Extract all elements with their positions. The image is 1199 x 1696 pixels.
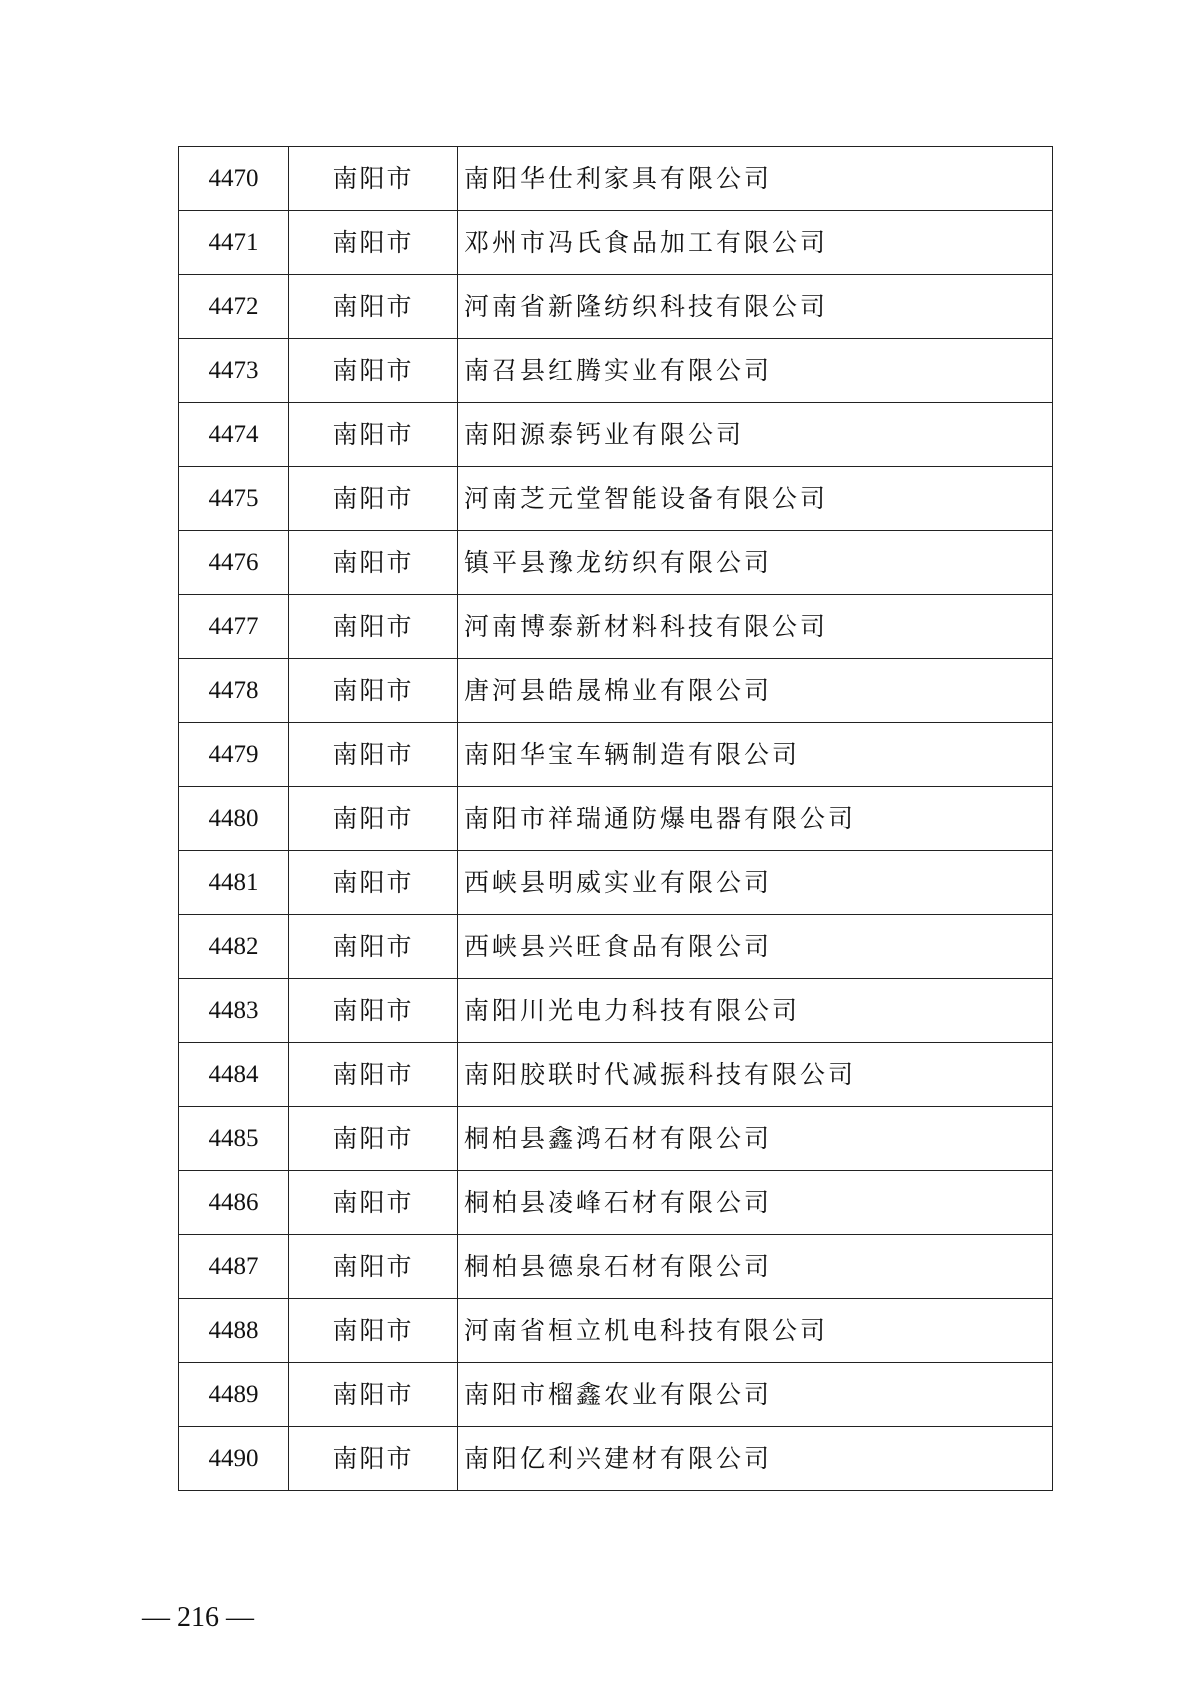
- city-cell: 南阳市: [289, 979, 458, 1043]
- company-list-table: [178, 146, 1053, 1491]
- company-name-cell: 西峡县明威实业有限公司: [458, 851, 1053, 915]
- company-name-cell: 桐柏县鑫鸿石材有限公司: [458, 1107, 1053, 1171]
- table-row: [179, 659, 1053, 723]
- city-cell: 南阳市: [289, 595, 458, 659]
- company-name-cell: 南阳市榴鑫农业有限公司: [458, 1363, 1053, 1427]
- table-row: [179, 1107, 1053, 1171]
- company-name-cell: 河南省桓立机电科技有限公司: [458, 1299, 1053, 1363]
- table-row: [179, 723, 1053, 787]
- company-name-cell: 南阳川光电力科技有限公司: [458, 979, 1053, 1043]
- city-cell: 南阳市: [289, 467, 458, 531]
- table-row: [179, 275, 1053, 339]
- row-number-cell: 4471: [179, 211, 289, 275]
- city-cell: 南阳市: [289, 147, 458, 211]
- city-cell: 南阳市: [289, 1363, 458, 1427]
- city-cell: 南阳市: [289, 915, 458, 979]
- city-cell: 南阳市: [289, 723, 458, 787]
- row-number-cell: 4475: [179, 467, 289, 531]
- company-name-cell: 镇平县豫龙纺织有限公司: [458, 531, 1053, 595]
- city-cell: 南阳市: [289, 1299, 458, 1363]
- city-cell: 南阳市: [289, 1043, 458, 1107]
- company-name-cell: 西峡县兴旺食品有限公司: [458, 915, 1053, 979]
- table-row: [179, 211, 1053, 275]
- company-name-cell: 邓州市冯氏食品加工有限公司: [458, 211, 1053, 275]
- company-name-cell: 南阳亿利兴建材有限公司: [458, 1427, 1053, 1491]
- city-cell: 南阳市: [289, 1171, 458, 1235]
- city-cell: 南阳市: [289, 659, 458, 723]
- table-row: [179, 531, 1053, 595]
- row-number-cell: 4470: [179, 147, 289, 211]
- company-name-cell: 南阳华宝车辆制造有限公司: [458, 723, 1053, 787]
- row-number-cell: 4472: [179, 275, 289, 339]
- company-name-cell: 南阳市祥瑞通防爆电器有限公司: [458, 787, 1053, 851]
- company-name-cell: 河南芝元堂智能设备有限公司: [458, 467, 1053, 531]
- row-number-cell: 4487: [179, 1235, 289, 1299]
- table-row: [179, 403, 1053, 467]
- city-cell: 南阳市: [289, 1427, 458, 1491]
- company-name-cell: 南阳胶联时代减振科技有限公司: [458, 1043, 1053, 1107]
- row-number-cell: 4479: [179, 723, 289, 787]
- company-name-cell: 南召县红腾实业有限公司: [458, 339, 1053, 403]
- table-row: [179, 915, 1053, 979]
- row-number-cell: 4483: [179, 979, 289, 1043]
- row-number-cell: 4481: [179, 851, 289, 915]
- row-number-cell: 4489: [179, 1363, 289, 1427]
- company-name-cell: 桐柏县凌峰石材有限公司: [458, 1171, 1053, 1235]
- city-cell: 南阳市: [289, 1235, 458, 1299]
- row-number-cell: 4484: [179, 1043, 289, 1107]
- row-number-cell: 4473: [179, 339, 289, 403]
- city-cell: 南阳市: [289, 787, 458, 851]
- table-row: [179, 147, 1053, 211]
- row-number-cell: 4486: [179, 1171, 289, 1235]
- table-row: [179, 1043, 1053, 1107]
- row-number-cell: 4488: [179, 1299, 289, 1363]
- table-row: [179, 1171, 1053, 1235]
- city-cell: 南阳市: [289, 1107, 458, 1171]
- company-name-cell: 唐河县皓晟棉业有限公司: [458, 659, 1053, 723]
- company-name-cell: 南阳源泰钙业有限公司: [458, 403, 1053, 467]
- company-name-cell: 南阳华仕利家具有限公司: [458, 147, 1053, 211]
- row-number-cell: 4480: [179, 787, 289, 851]
- company-name-cell: 河南省新隆纺织科技有限公司: [458, 275, 1053, 339]
- table-row: [179, 1427, 1053, 1491]
- table-row: [179, 467, 1053, 531]
- page-number: — 216 —: [142, 1602, 254, 1633]
- table-row: [179, 851, 1053, 915]
- company-name-cell: 桐柏县德泉石材有限公司: [458, 1235, 1053, 1299]
- row-number-cell: 4477: [179, 595, 289, 659]
- row-number-cell: 4490: [179, 1427, 289, 1491]
- table-body: [179, 147, 1053, 1491]
- row-number-cell: 4476: [179, 531, 289, 595]
- city-cell: 南阳市: [289, 211, 458, 275]
- city-cell: 南阳市: [289, 403, 458, 467]
- city-cell: 南阳市: [289, 851, 458, 915]
- table-row: [179, 1363, 1053, 1427]
- table-row: [179, 339, 1053, 403]
- city-cell: 南阳市: [289, 531, 458, 595]
- row-number-cell: 4474: [179, 403, 289, 467]
- row-number-cell: 4485: [179, 1107, 289, 1171]
- row-number-cell: 4482: [179, 915, 289, 979]
- city-cell: 南阳市: [289, 339, 458, 403]
- table-row: [179, 1235, 1053, 1299]
- table-row: [179, 979, 1053, 1043]
- table-row: [179, 1299, 1053, 1363]
- row-number-cell: 4478: [179, 659, 289, 723]
- company-name-cell: 河南博泰新材料科技有限公司: [458, 595, 1053, 659]
- city-cell: 南阳市: [289, 275, 458, 339]
- table-row: [179, 595, 1053, 659]
- table-row: [179, 787, 1053, 851]
